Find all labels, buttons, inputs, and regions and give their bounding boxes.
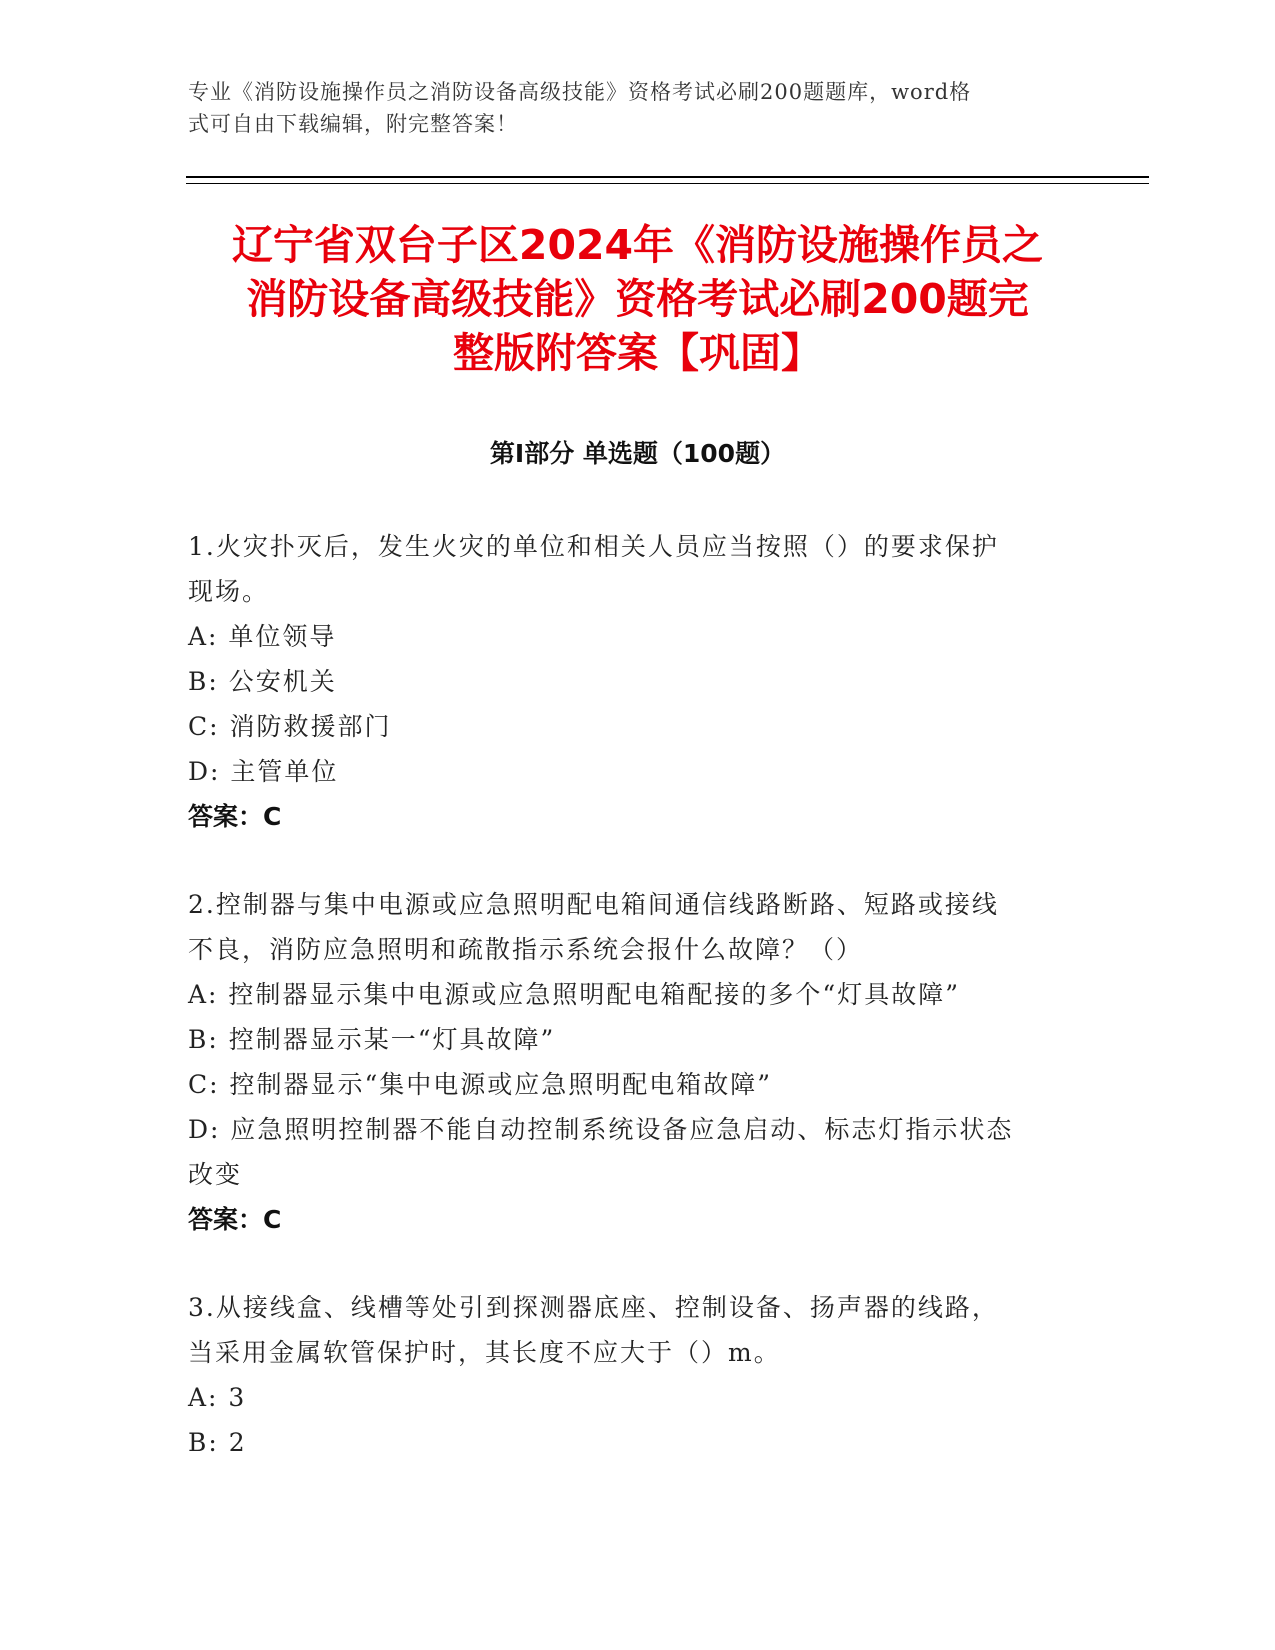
header-divider-thin bbox=[186, 183, 1149, 184]
question-stem-line: 3.从接线盒、线槽等处引到探测器底座、控制设备、扬声器的线路， bbox=[188, 1293, 999, 1322]
option-c: C: 控制器显示“集中电源或应急照明配电箱故障” bbox=[188, 1070, 773, 1099]
question-list bbox=[188, 524, 1068, 1508]
section-title: 第Ⅰ部分 单选题（100题） bbox=[489, 439, 786, 468]
option-a: A: 控制器显示集中电源或应急照明配电箱配接的多个“灯具故障” bbox=[188, 980, 960, 1009]
question-1 bbox=[188, 524, 1068, 839]
option-b: B: 控制器显示某一“灯具故障” bbox=[188, 1025, 556, 1054]
title-line-2: 消防设备高级技能》资格考试必刷200题完 bbox=[246, 275, 1029, 323]
question-stem-line: 现场。 bbox=[188, 577, 270, 606]
option-b: B: 公安机关 bbox=[188, 667, 337, 696]
answer: 答案：C bbox=[188, 802, 282, 831]
title-line-1: 辽宁省双台子区2024年《消防设施操作员之 bbox=[231, 221, 1044, 269]
question-stem-line: 当采用金属软管保护时，其长度不应大于（）m。 bbox=[188, 1338, 781, 1367]
header-note-line-2: 式可自由下载编辑，附完整答案！ bbox=[188, 112, 518, 136]
title-line-3: 整版附答案【巩固】 bbox=[453, 329, 822, 377]
question-2 bbox=[188, 882, 1068, 1242]
question-3 bbox=[188, 1285, 1068, 1465]
question-stem-line: 2.控制器与集中电源或应急照明配电箱间通信线路断路、短路或接线 bbox=[188, 890, 999, 919]
option-a: A: 3 bbox=[188, 1383, 247, 1412]
document-title bbox=[170, 218, 1105, 380]
option-c: C: 消防救援部门 bbox=[188, 712, 392, 741]
header-note bbox=[188, 76, 1068, 140]
header-divider-thick bbox=[186, 176, 1149, 178]
option-d-continued: 改变 bbox=[188, 1160, 243, 1189]
option-d: D: 主管单位 bbox=[188, 757, 339, 786]
option-a: A: 单位领导 bbox=[188, 622, 337, 651]
answer: 答案：C bbox=[188, 1205, 282, 1234]
option-d: D: 应急照明控制器不能自动控制系统设备应急启动、标志灯指示状态 bbox=[188, 1115, 1014, 1144]
question-stem-line: 1.火灾扑灭后，发生火灾的单位和相关人员应当按照（）的要求保护 bbox=[188, 532, 999, 561]
option-b: B: 2 bbox=[188, 1428, 247, 1457]
question-stem-line: 不良，消防应急照明和疏散指示系统会报什么故障？（） bbox=[188, 935, 864, 964]
header-note-line-1: 专业《消防设施操作员之消防设备高级技能》资格考试必刷200题题库，word格 bbox=[188, 80, 972, 104]
